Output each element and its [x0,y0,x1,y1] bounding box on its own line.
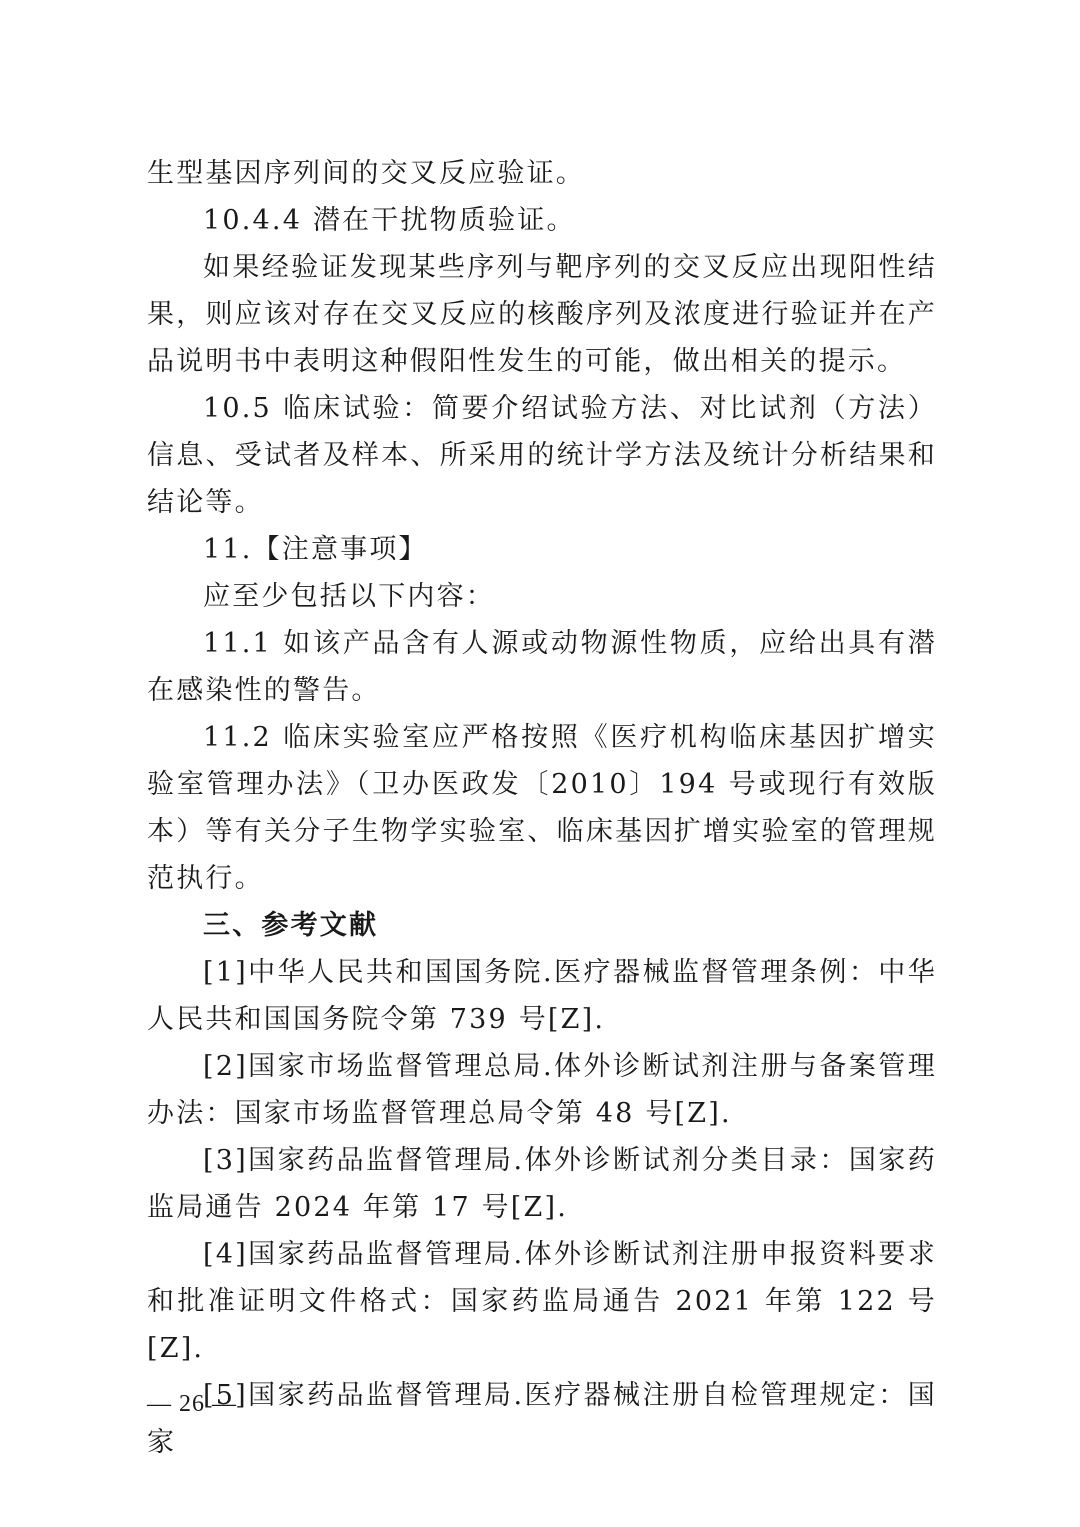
paragraph-continuation: 生型基因序列间的交叉反应验证。 [147,158,585,189]
reference-item: [1]中华人民共和国国务院.医疗器械监督管理条例：中华人民共和国国务院令第 739 号[Z]. [147,957,937,1035]
reference-item: [3]国家药品监督管理局.体外诊断试剂分类目录：国家药监局通告 2024 年第 17 号[Z]. [147,1145,937,1223]
section-11-heading: 11.【注意事项】 [203,534,428,565]
page-number: — 26 — [147,1391,237,1417]
section-10-4-4: 10.4.4 潜在干扰物质验证。 [203,205,576,236]
section-11-1: 11.1 如该产品含有人源或动物源性物质，应给出具有潜在感染性的警告。 [147,628,937,706]
paragraph-contents-intro: 应至少包括以下内容： [203,581,495,612]
paragraph-cross-reaction: 如果经验证发现某些序列与靶序列的交叉反应出现阳性结果，则应该对存在交叉反应的核酸序列及浓度进行验证并在产品说明书中表明这种假阳性发生的可能，做出相关的提示。 [147,252,937,377]
references-heading: 三、参考文献 [203,910,379,941]
section-10-5: 10.5 临床试验：简要介绍试验方法、对比试剂（方法）信息、受试者及样本、所采用的统计学方法及统计分析结果和结论等。 [147,393,937,518]
reference-item: [2]国家市场监督管理总局.体外诊断试剂注册与备案管理办法：国家市场监督管理总局令第 48 号[Z]. [147,1051,937,1129]
body-text [147,150,937,1466]
section-11-2: 11.2 临床实验室应严格按照《医疗机构临床基因扩增实验室管理办法》（卫办医政发〔2010〕194 号或现行有效版本）等有关分子生物学实验室、临床基因扩增实验室的管理规范执行。 [147,722,937,894]
reference-item: [4]国家药品监督管理局.体外诊断试剂注册申报资料要求和批准证明文件格式：国家药监局通告 2021 年第 122 号[Z]. [147,1239,937,1364]
reference-item: [5]国家药品监督管理局.医疗器械注册自检管理规定：国家 [147,1380,937,1458]
